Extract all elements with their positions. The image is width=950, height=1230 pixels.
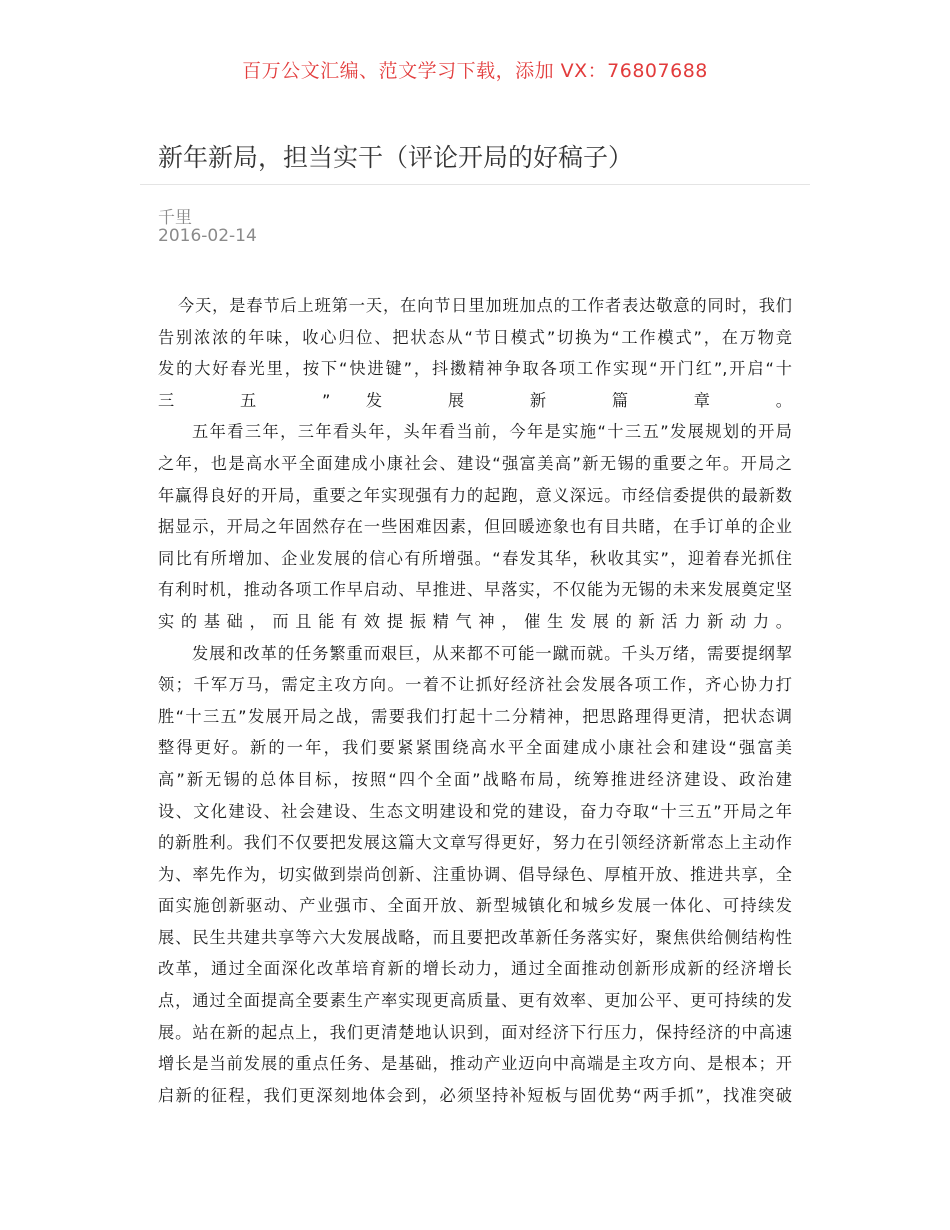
text-line: 启新的征程，我们更深刻地体会到，必须坚持补短板与固优势“两手抓”，找准突破	[158, 1085, 792, 1105]
text-line: 之年，也是高水平全面建成小康社会、建设“强富美高”新无锡的重要之年。开局之	[158, 453, 792, 473]
text-line: 胜“十三五”发展开局之战，需要我们打起十二分精神，把思路理得更清，把状态调	[158, 706, 792, 726]
text-line: 今天，是春节后上班第一天，在向节日里加班加点的工作者表达敬意的同时，我们	[178, 296, 792, 315]
text-line: 高”新无锡的总体目标，按照“四个全面”战略布局，统筹推进经济建设、政治建	[158, 769, 792, 789]
text-line: 点，通过全面提高全要素生产率实现更高质量、更有效率、更加公平、更可持续的发	[158, 991, 792, 1011]
header-banner: 百万公文汇编、范文学习下载，添加 VX：76807688	[242, 60, 708, 82]
text-line: 设、文化建设、社会建设、生态文明建设和党的建设，奋力夺取“十三五”开局之年	[158, 801, 792, 821]
text-line: 三 五 ” 发 展 新 篇 章 。	[158, 390, 792, 410]
article-body	[158, 290, 792, 1111]
text-line: 同比有所增加、企业发展的信心有所增强。“春发其华，秋收其实”，迎着春光抓住	[158, 548, 792, 568]
text-line: 改革，通过全面深化改革培育新的增长动力，通过全面推动创新形成新的经济增长	[158, 959, 792, 979]
text-line: 有利时机，推动各项工作早启动、早推进、早落实，不仅能为无锡的未来发展奠定坚	[158, 580, 792, 600]
text-line: 面实施创新驱动、产业强市、全面开放、新型城镇化和城乡发展一体化、可持续发	[158, 896, 792, 916]
text-line: 发的大好春光里，按下“快进键”，抖擞精神争取各项工作实现“开门红”,开启“十	[158, 359, 792, 379]
text-line: 领；千军万马，需定主攻方向。一着不让抓好经济社会发展各项工作，齐心协力打	[158, 675, 792, 695]
text-line: 为、率先作为，切实做到崇尚创新、注重协调、倡导绿色、厚植开放、推进共享，全	[158, 864, 792, 884]
text-line: 据显示，开局之年固然存在一些困难因素，但回暖迹象也有目共睹，在手订单的企业	[158, 517, 792, 537]
text-line: 年赢得良好的开局，重要之年实现强有力的起跑，意义深远。市经信委提供的最新数	[158, 485, 792, 505]
text-line: 实的基础，而且能有效提振精气神，催生发展的新活力新动力。	[158, 611, 792, 631]
title-divider	[140, 184, 810, 185]
text-line: 展。站在新的起点上，我们更清楚地认识到，面对经济下行压力，保持经济的中高速	[158, 1022, 792, 1042]
article-title: 新年新局，担当实干（评论开局的好稿子）	[158, 143, 634, 172]
author-name: 千里	[158, 208, 192, 228]
text-line: 五年看三年，三年看头年，头年看当前，今年是实施“十三五”发展规划的开局	[192, 422, 792, 442]
text-line: 整得更好。新的一年，我们要紧紧围绕高水平全面建成小康社会和建设“强富美	[158, 738, 792, 758]
text-line: 告别浓浓的年味，收心归位、把状态从“节日模式”切换为“工作模式”，在万物竞	[158, 327, 792, 347]
publish-date: 2016-02-14	[158, 226, 257, 246]
text-line: 的新胜利。我们不仅要把发展这篇大文章写得更好，努力在引领经济新常态上主动作	[158, 833, 792, 853]
text-line: 增长是当前发展的重点任务、是基础，推动产业迈向中高端是主攻方向、是根本；开	[158, 1054, 792, 1074]
text-line: 发展和改革的任务繁重而艰巨，从来都不可能一蹴而就。千头万绪，需要提纲挈	[192, 643, 792, 663]
text-line: 展、民生共建共享等六大发展战略，而且要把改革新任务落实好，聚焦供给侧结构性	[158, 927, 792, 947]
